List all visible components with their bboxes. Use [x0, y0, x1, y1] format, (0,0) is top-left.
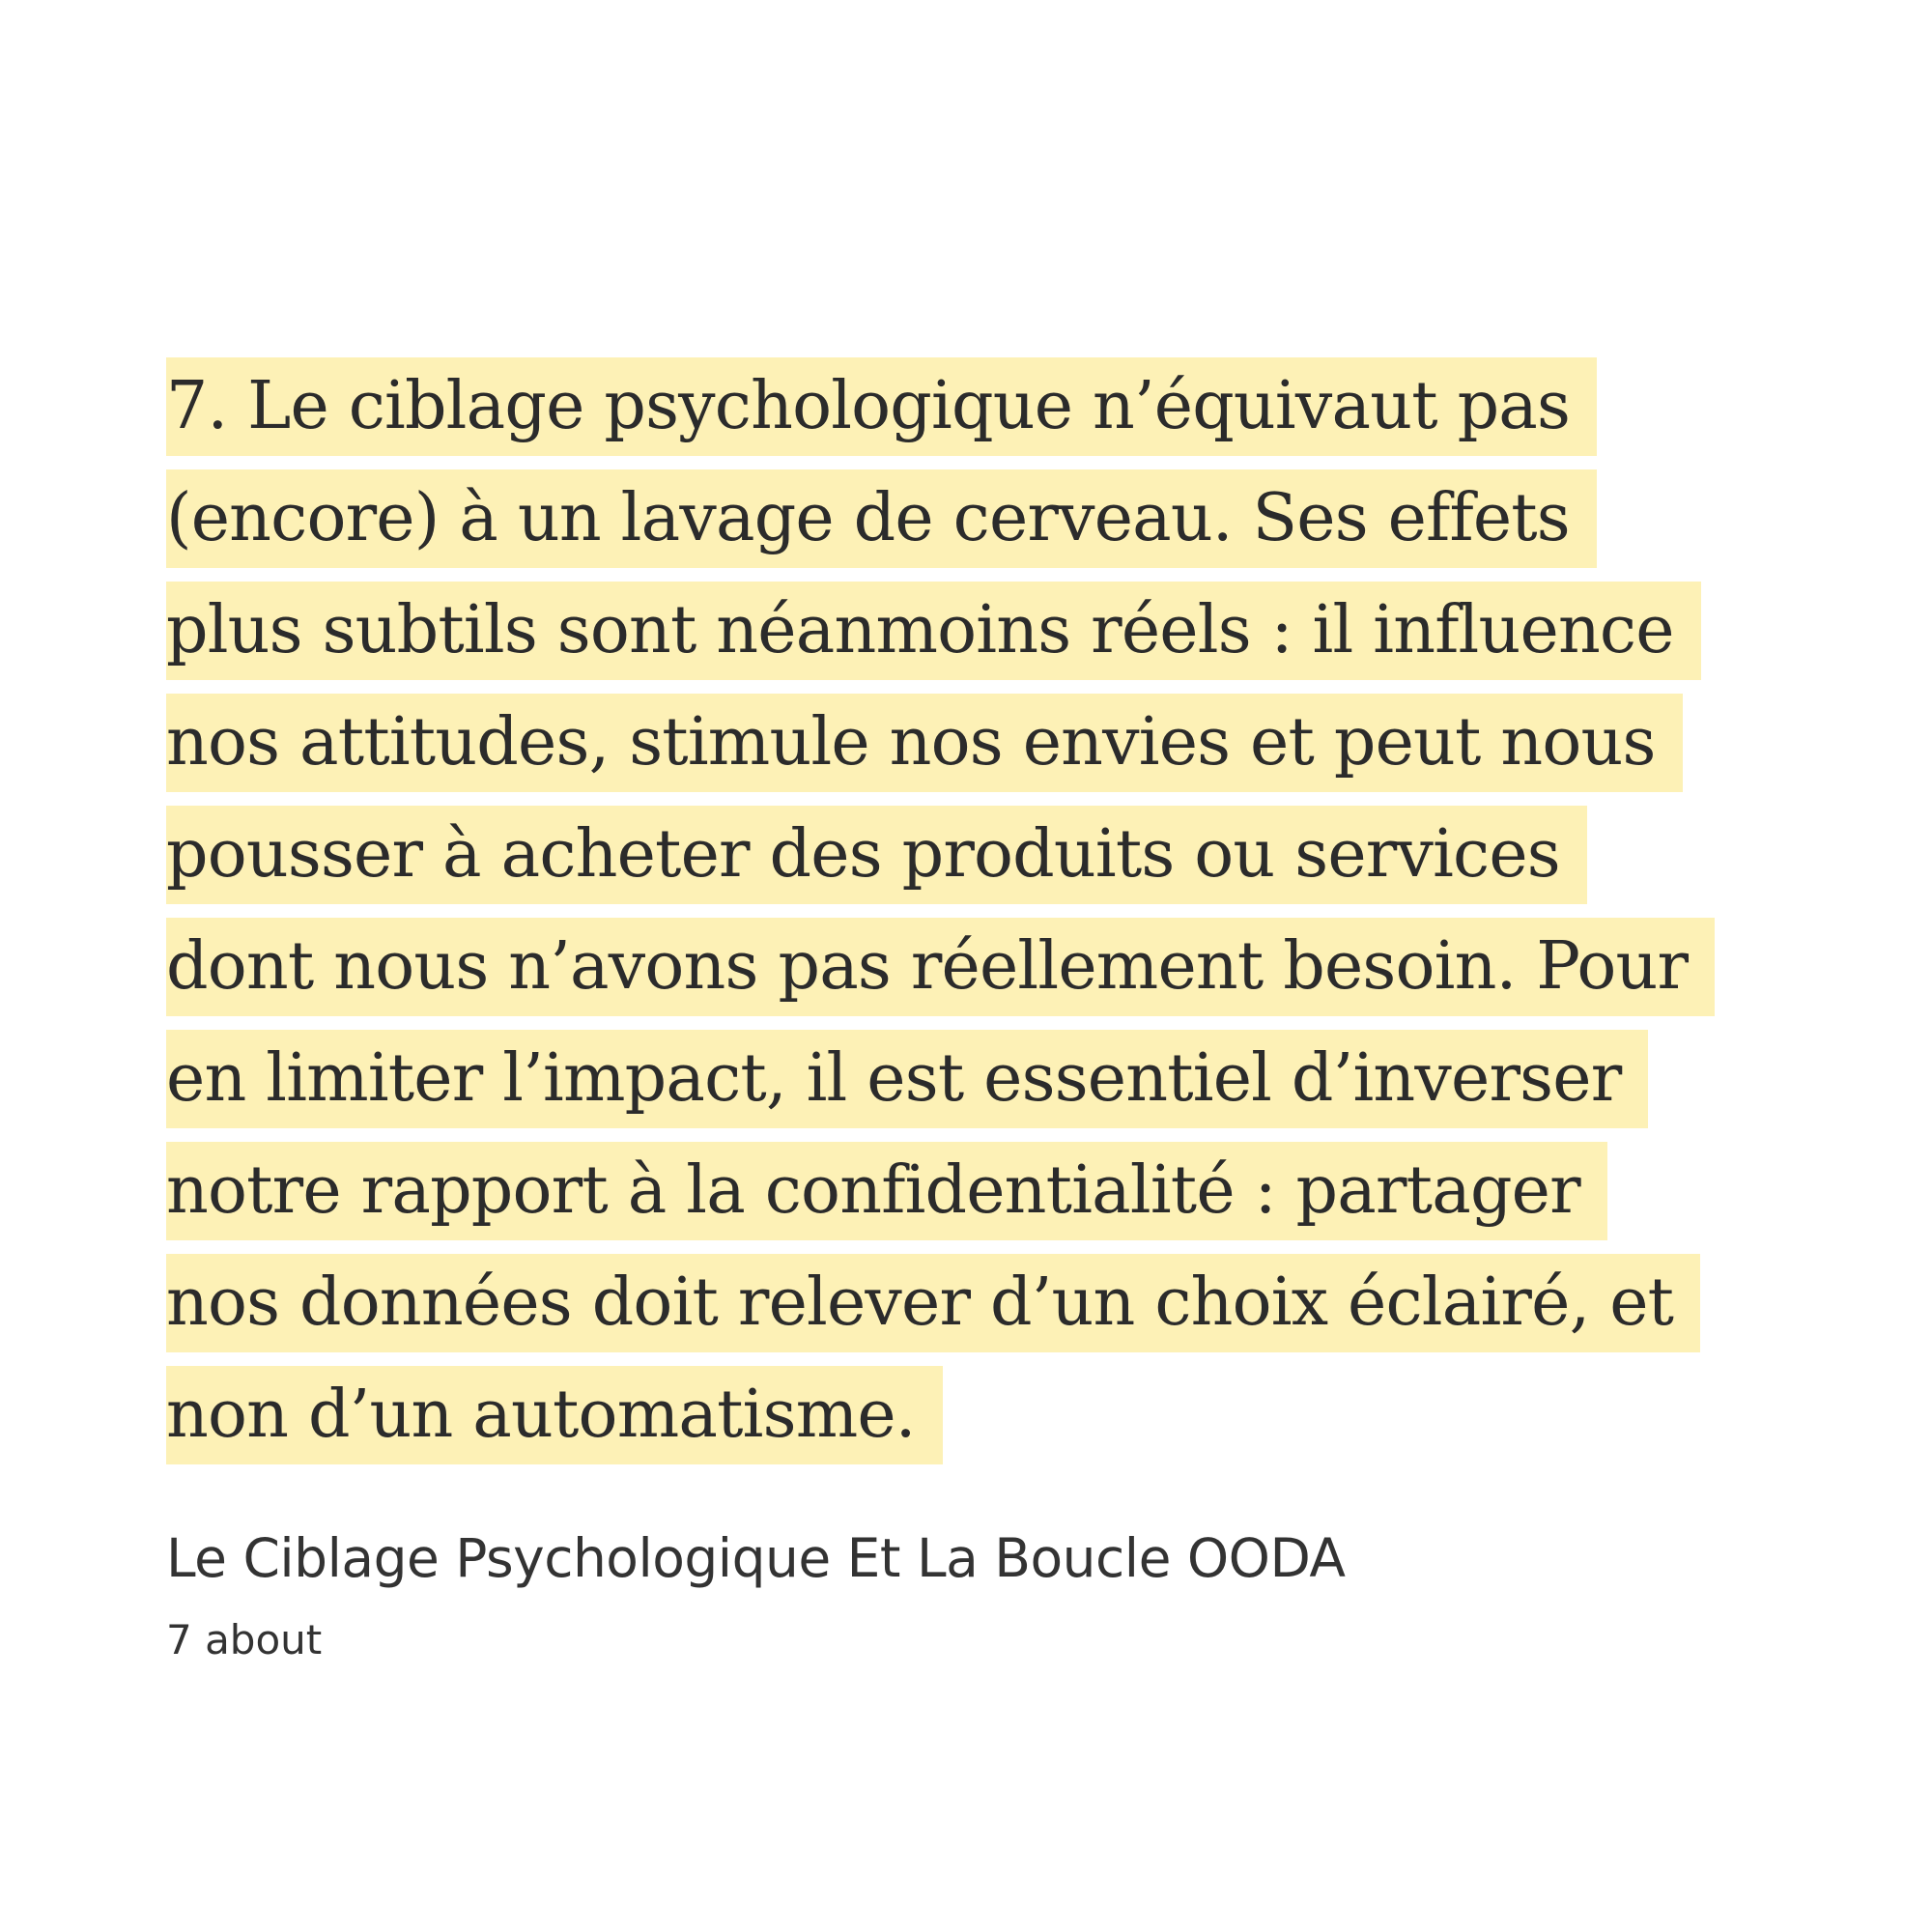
quote-line: 7. Le ciblage psychologique n’équivaut pas	[166, 357, 1597, 456]
highlighted-quote	[166, 357, 1715, 1478]
source-title: Le Ciblage Psychologique Et La Boucle OODA	[166, 1527, 1346, 1589]
quote-line: notre rapport à la confidentialité : partager	[166, 1142, 1607, 1240]
quote-line: pousser à acheter des produits ou services	[166, 806, 1587, 904]
source-author: 7 about	[166, 1616, 323, 1663]
quote-line: plus subtils sont néanmoins réels : il influence	[166, 582, 1701, 680]
quote-line: non d’un automatisme.	[166, 1366, 943, 1464]
quote-line: (encore) à un lavage de cerveau. Ses effets	[166, 469, 1597, 568]
quote-line: nos attitudes, stimule nos envies et peut nous	[166, 694, 1683, 792]
quote-line: en limiter l’impact, il est essentiel d’inverser	[166, 1030, 1648, 1128]
quote-line: nos données doit relever d’un choix éclairé, et	[166, 1254, 1700, 1352]
quote-line: dont nous n’avons pas réellement besoin. Pour	[166, 918, 1715, 1016]
